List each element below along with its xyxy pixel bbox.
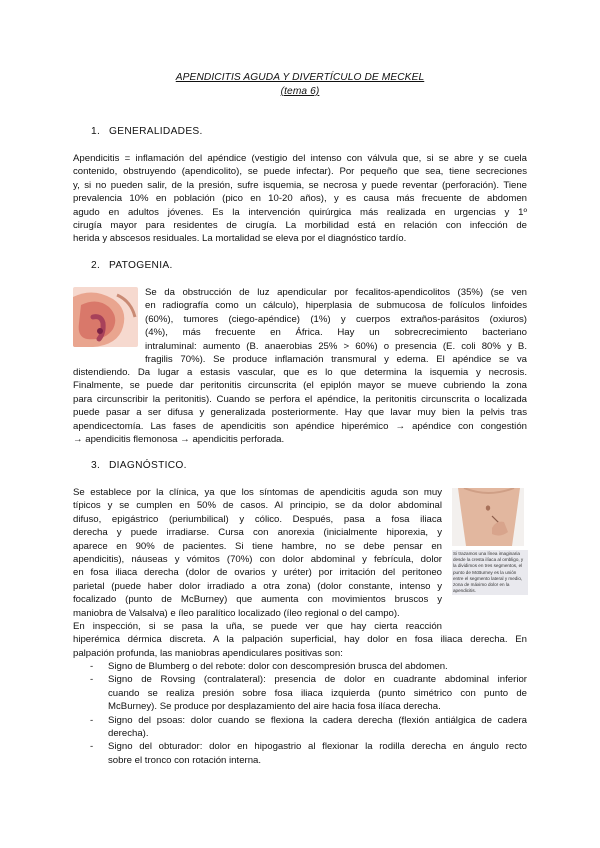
section-heading-generalidades bbox=[91, 126, 203, 137]
paragraph-generalidades bbox=[73, 152, 527, 246]
section-heading-diagnostico bbox=[91, 460, 187, 471]
text-line: (60%), tumores (ciego-apéndice) (1%) y cuerpos extraños-parásitos (oxiuros) bbox=[145, 313, 527, 325]
abdomen-palpation-photo-icon bbox=[452, 488, 524, 546]
document-title: APENDICITIS AGUDA Y DIVERTÍCULO DE MECKEL bbox=[175, 72, 425, 83]
paragraph-diagnostico-full bbox=[73, 620, 527, 660]
text-line: cuando se realiza presión sobre fosa iliaca izquierda (punto simétrico con punto de bbox=[108, 687, 527, 699]
text-line: palpación profunda, las maniobras apendiculares positivas son: bbox=[73, 647, 343, 659]
section-number: 2. bbox=[91, 260, 101, 271]
paragraph-patogenia-right bbox=[145, 286, 527, 366]
maneuvers-list bbox=[91, 660, 527, 767]
text-line: Se da obstrucción de luz apendicular por fecalitos-apendicolitos (35%) (se ven bbox=[145, 287, 527, 298]
figure-caption: Si trazamos una línea imaginaria desde la cresta ilíaca al ombligo, y la dividimos en tres segmentos, el punto de McBurney es la unión entre el segmento lateral y medio, zona de máximo dolor en la apendicitis. bbox=[452, 550, 528, 595]
list-item bbox=[91, 673, 527, 713]
list-item bbox=[91, 740, 527, 767]
section-heading-patogenia bbox=[91, 260, 173, 271]
section-number: 1. bbox=[91, 126, 101, 137]
text-line: prevalencia 10% en población (pico en 10-20 años), y es causa más frecuente de abdomen bbox=[73, 193, 527, 205]
text-line: apendicectomía. Las fases de apendicitis son apéndice hiperémico → apéndice con congestión bbox=[73, 420, 527, 432]
text-line: herida y abscesos residuales. La mortalidad se eleva por el diagnóstico tardío. bbox=[73, 233, 407, 245]
text-line: parietal (puede haber dolor irradiado a otra zona) (dolor constante, intenso y bbox=[73, 580, 442, 592]
text-line: Signo de Blumberg o del rebote: dolor con descompresión brusca del abdomen. bbox=[108, 661, 448, 672]
text-line: derecha y puede irradiarse. Cursa con anorexia (inicialmente hiporexia, y bbox=[73, 527, 442, 539]
text-line: en radiografía como un cálculo), hiperplasia de submucosa de folículos linfoides bbox=[145, 300, 527, 312]
text-line: McBurney). Se produce por desplazamiento del aire hacia fosa ilíaca derecha. bbox=[108, 701, 441, 713]
document-subtitle: (tema 6) bbox=[280, 86, 320, 97]
text-line: fragilis 70%). Se produce inflamación transmural y edema. El apéndice se va bbox=[145, 354, 527, 366]
text-line: → apendicitis flemonosa → apendicitis perforada. bbox=[73, 434, 285, 446]
text-line: para circunscribir la peritonitis). Cuando se perfora el apéndice, la peritonitis circunscrita o localizada bbox=[73, 393, 527, 405]
text-line: Finalmente, se puede dar peritonitis circunscrita (el epiplón mayor se mueve cubriendo la zona bbox=[73, 380, 527, 392]
bullet-dash: - bbox=[90, 741, 94, 753]
paragraph-patogenia-full bbox=[73, 366, 527, 446]
text-line: Signo de Rovsing (contralateral): presencia de dolor en cuadrante abdominal inferior bbox=[108, 674, 527, 686]
section-title: DIAGNÓSTICO. bbox=[109, 460, 187, 471]
text-line: típicos y se cumplen en 50% de casos. Al principio, se da dolor abdominal bbox=[73, 500, 442, 512]
text-line: Signo del obturador: dolor en hipogastrio al flexionar la rodilla derecha en ángulo recto bbox=[108, 741, 527, 753]
appendix-illustration-icon bbox=[73, 287, 138, 347]
text-line: contenido, obstruyendo (apendicolito), se puede infectar). Por pequeño que sea, tiene secreciones bbox=[73, 166, 527, 178]
text-line: difuso, epigástrico (periumbilical) y cólico. Después, pasa a fosa iliaca bbox=[73, 513, 442, 525]
paragraph-diagnostico-left bbox=[73, 486, 442, 620]
list-item bbox=[91, 714, 527, 741]
section-number: 3. bbox=[91, 460, 101, 471]
text-line: Signo del psoas: dolor cuando se flexiona la cadera derecha (flexión antiálgica de cadera bbox=[108, 714, 527, 726]
bullet-dash: - bbox=[90, 674, 94, 686]
bullet-dash: - bbox=[90, 714, 94, 726]
text-line: maniobra de Valsalva) e íleo paralítico localizado (íleo regional o del campo). bbox=[73, 607, 400, 619]
text-line: En inspección, si se pasa la uña, se puede ver que hay cierta reacción bbox=[73, 621, 442, 632]
text-line: cirugía mayor para residentes de cirugía. La morbilidad está en relación con infección de bbox=[73, 220, 527, 232]
list-item bbox=[91, 660, 527, 673]
text-line: aparece en 90% de pacientes. Si tiene hambre, no se debe pensar en bbox=[73, 540, 442, 552]
bullet-dash: - bbox=[90, 661, 94, 672]
section-title: GENERALIDADES. bbox=[109, 126, 203, 137]
text-line: hiperémica dérmica discreta. A la palpación superficial, hay dolor en fosa iliaca derecha. En bbox=[73, 634, 527, 646]
text-line: intraluminal: aumento (B. anaerobias 25% > 60%) o presencia (E. coli 80% y B. bbox=[145, 340, 527, 352]
text-line: (4%), más frecuente en África. Hay un sobrecrecimiento bacteriano bbox=[145, 327, 527, 339]
text-line: Se establece por la clínica, ya que los síntomas de apendicitis aguda son muy bbox=[73, 487, 442, 498]
text-line: en fosa iliaca derecha (dolor de ovarios y uréter) por irritación del peritoneo bbox=[73, 567, 442, 579]
text-line: sobre el tronco con rotación interna. bbox=[108, 754, 262, 766]
text-line: distendiendo. Da lugar a estasis vascular, que es lo que determina la isquemia y necrosis. bbox=[73, 367, 527, 378]
text-line: Apendicitis = inflamación del apéndice (vestigio del intenso con válvula que, si se abre y se cuela bbox=[73, 153, 527, 164]
section-title: PATOGENIA. bbox=[109, 260, 173, 271]
text-line: y, si no pueden salir, de la presión, sufre isquemia, se necrosa y puede reventar (perforación). Tiene bbox=[73, 179, 527, 191]
text-line: puede pasar a ser difusa y generalizada posteriormente. Hay que lavar muy bien la pelvis tras bbox=[73, 407, 527, 419]
text-line: agudo en adultos jóvenes. Es la intervención quirúrgica más realizada en urgencias y 1º bbox=[73, 206, 527, 218]
text-line: apendicitis), náuseas y vómitos (70%) con dolor abdominal y febrícula, dolor bbox=[73, 554, 442, 566]
text-line: focalizado (punto de McBurney) que aumenta con movimientos bruscos y bbox=[73, 594, 442, 606]
text-line: derecha). bbox=[108, 728, 149, 740]
